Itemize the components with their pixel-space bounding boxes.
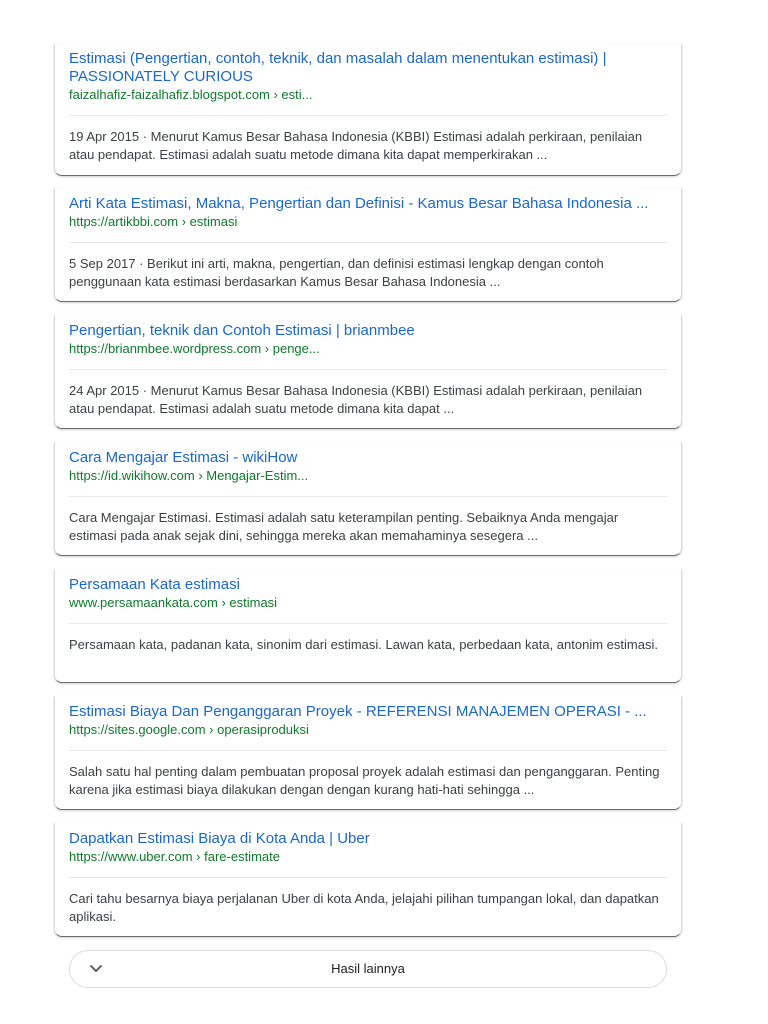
result-card	[54, 442, 682, 556]
result-title[interactable]: Estimasi (Pengertian, contoh, teknik, dan masalah dalam menentukan estimasi) | PASSIONATELY CURIOUS	[69, 50, 607, 85]
result-card	[54, 44, 682, 176]
result-snippet: Persamaan kata, padanan kata, sinonim dari estimasi. Lawan kata, perbedaan kata, antonim estimasi.	[69, 637, 658, 652]
more-results-label: Hasil lainnya	[331, 961, 405, 976]
result-snippet: 5 Sep 2017 · Berikut ini arti, makna, pengertian, dan definisi estimasi lengkap dengan contoh penggunaan kata estimasi berdasarkan Kamus Besar Bahasa Indonesia ...	[69, 256, 604, 289]
result-url: https://sites.google.com › operasiproduksi	[69, 722, 309, 737]
result-link[interactable]	[55, 696, 681, 738]
result-url: https://brianmbee.wordpress.com › penge...	[69, 341, 320, 356]
result-snippet: Cari tahu besarnya biaya perjalanan Uber di kota Anda, jelajahi pilihan tumpangan lokal, dan dapatkan aplikasi.	[69, 891, 659, 924]
result-snippet: Cara Mengajar Estimasi. Estimasi adalah satu keterampilan penting. Sebaiknya Anda mengajar estimasi pada anak sejak dini, sehingga mereka akan memahaminya sesegera ...	[69, 510, 619, 543]
result-link[interactable]	[55, 44, 681, 103]
result-title[interactable]: Persamaan Kata estimasi	[69, 576, 240, 593]
result-title[interactable]: Pengertian, teknik dan Contoh Estimasi | brianmbee	[69, 322, 415, 339]
result-url: https://artikbbi.com › estimasi	[69, 214, 238, 229]
result-card	[54, 823, 682, 937]
result-card	[54, 569, 682, 683]
result-link[interactable]	[55, 188, 681, 230]
result-url: https://www.uber.com › fare-estimate	[69, 849, 280, 864]
result-link[interactable]	[55, 569, 681, 611]
more-results-button[interactable]	[69, 950, 667, 988]
result-card	[54, 696, 682, 810]
result-url: https://id.wikihow.com › Mengajar-Estim...	[69, 468, 309, 483]
result-title[interactable]: Arti Kata Estimasi, Makna, Pengertian dan Definisi - Kamus Besar Bahasa Indonesia ...	[69, 195, 649, 212]
result-url: www.persamaankata.com › estimasi	[69, 595, 278, 610]
result-snippet: 19 Apr 2015 · Menurut Kamus Besar Bahasa Indonesia (KBBI) Estimasi adalah perkiraan, penilaian atau pendapat. Estimasi adalah suatu metode dimana kita dapat memperkirakan ...	[69, 129, 643, 162]
result-title[interactable]: Dapatkan Estimasi Biaya di Kota Anda | Uber	[69, 830, 370, 847]
result-card	[54, 315, 682, 429]
result-link[interactable]	[55, 442, 681, 484]
result-link[interactable]	[55, 823, 681, 865]
result-title[interactable]: Cara Mengajar Estimasi - wikiHow	[69, 449, 298, 466]
result-card	[54, 188, 682, 302]
result-url: faizalhafiz-faizalhafiz.blogspot.com › esti...	[69, 87, 313, 102]
result-snippet: Salah satu hal penting dalam pembuatan proposal proyek adalah estimasi dan penganggaran. Penting karena jika estimasi biaya dilakukan dengan dengan kurang hati-hati sehingga ...	[69, 764, 660, 797]
result-link[interactable]	[55, 315, 681, 357]
result-title[interactable]: Estimasi Biaya Dan Penganggaran Proyek - REFERENSI MANAJEMEN OPERASI - ...	[69, 703, 647, 720]
result-snippet: 24 Apr 2015 · Menurut Kamus Besar Bahasa Indonesia (KBBI) Estimasi adalah perkiraan, penilaian atau pendapat. Estimasi adalah suatu metode dimana kita dapat ...	[69, 383, 643, 416]
